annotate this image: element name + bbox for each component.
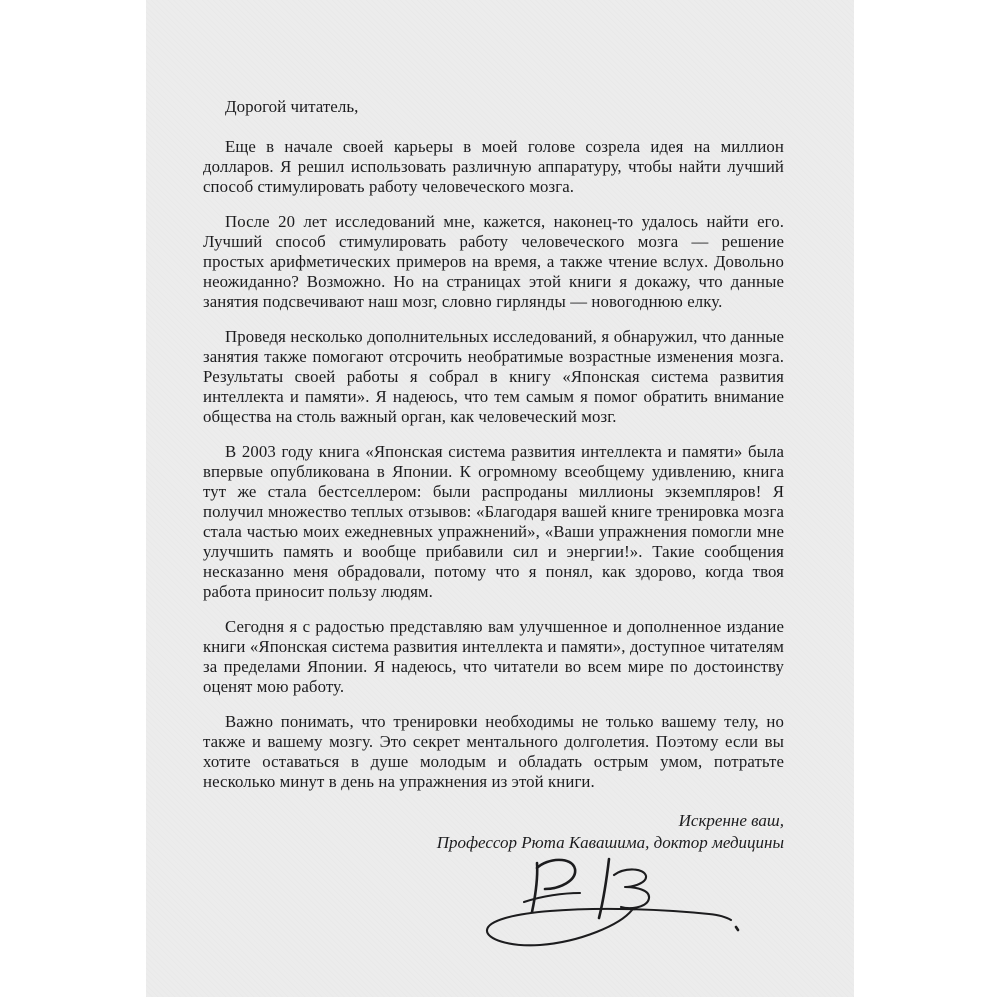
closing-author: Профессор Рюта Кавашима, доктор медицины — [436, 833, 784, 852]
book-page — [146, 0, 854, 997]
signature-area — [203, 856, 784, 976]
letter-paragraph: В 2003 году книга «Японская система развития интеллекта и памяти» была впервые опубликована в Японии. К огромному всеобщему удивлению, книга тут же стала бестселлером: были распроданы миллионы экземпляров! Я получил множество теплых отзывов: «Благодаря вашей книге тренировка мозга стала частью моих ежедневных упражнений», «Ваши упражнения помогли мне улучшить память и вообще прибавили сил и энергии!». Такие сообщения несказанно меня обрадовали, потому что я понял, как здорово, когда твоя работа приносит пользу людям. — [203, 442, 784, 601]
letter-salutation: Дорогой читатель, — [225, 97, 359, 116]
letter-paragraph: Важно понимать, что тренировки необходимы не только вашему телу, но также и вашему мозгу. Это секрет ментального долголетия. Поэтому если вы хотите оставаться в душе молодым и обладать острым умом, потратьте несколько минут в день на упражнения из этой книги. — [203, 712, 784, 791]
letter-closing — [203, 810, 784, 854]
closing-valediction: Искренне ваш, — [678, 811, 784, 830]
letter-paragraph: После 20 лет исследований мне, кажется, наконец-то удалось найти его. Лучший способ стимулировать работу человеческого мозга — решение простых арифметических примеров на время, а также чтение вслух. Довольно неожиданно? Возможно. Но на страницах этой книги я докажу, что данные занятия подсвечивают наш мозг, словно гирлянды — новогоднюю елку. — [203, 212, 784, 311]
letter-paragraph: Еще в начале своей карьеры в моей голове созрела идея на миллион долларов. Я решил использовать различную аппаратуру, чтобы найти лучший способ стимулировать работу человеческого мозга. — [203, 137, 784, 196]
handwritten-signature-image — [473, 856, 773, 976]
letter-body — [203, 137, 784, 792]
letter-paragraph: Сегодня я с радостью представляю вам улучшенное и дополненное издание книги «Японская система развития интеллекта и памяти», доступное читателям за пределами Японии. Я надеюсь, что читатели во всем мире по достоинству оценят мою работу. — [203, 617, 784, 696]
letter-paragraph: Проведя несколько дополнительных исследований, я обнаружил, что данные занятия также помогают отсрочить необратимые возрастные изменения мозга. Результаты своей работы я собрал в книгу «Японская система развития интеллекта и памяти». Я надеюсь, что тем самым я помог обратить внимание общества на столь важный орган, как человеческий мозг. — [203, 327, 784, 426]
